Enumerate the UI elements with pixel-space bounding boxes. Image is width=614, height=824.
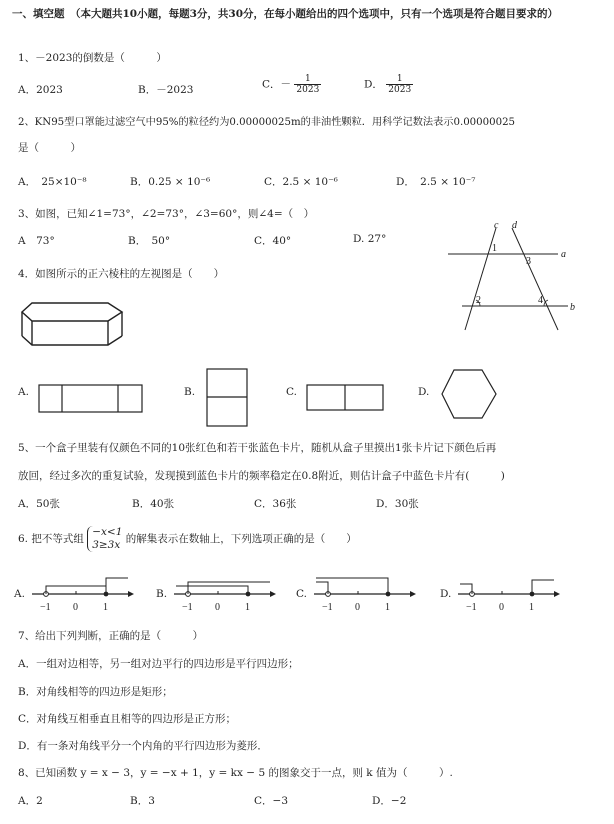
line-d [512,228,558,330]
q5-stem-line1: 5、一个盒子里装有仅颜色不同的10张红色和若干张蓝色卡片，随机从盒子里摸出1张卡片记下颜色后再 [18,442,497,454]
q6-option-c[interactable]: C. [296,588,307,600]
q6b-tick-1: 1 [245,602,250,613]
q3-option-a[interactable]: A 73° [18,235,55,247]
q1-stem: 1、－2023的倒数是（ ） [18,52,167,64]
q6-stem-pre: 6. 把不等式组 [18,533,84,545]
q4-option-c-label: C. [286,386,297,398]
q7-stem: 7、给出下列判断，正确的是（ ） [18,630,204,642]
q1-option-a[interactable]: A．2023 [18,84,63,96]
q3-stem: 3、如图，已知∠1=73°，∠2=73°，∠3=60°，则∠4=（ ） [18,208,315,220]
q7-option-b[interactable]: B．对角线相等的四边形是矩形； [18,686,173,698]
q8-stem: 8、已知函数 y = x − 3，y = −x + 1，y = kx − 5 的图象交于一点，则 k 值为（ ）. [18,767,453,779]
q1-option-c-label: C．－ [262,78,292,91]
q1-option-d-fraction [386,74,413,95]
q4-option-d-figure [440,368,498,420]
q1-c-den: 2023 [296,85,320,95]
q4-option-a[interactable] [18,386,29,398]
q6-option-c-numberline [312,574,416,614]
q3-option-b[interactable]: B． 50° [128,235,171,247]
q1-option-c-fraction [294,74,321,95]
q6-inequality-system [87,526,122,552]
section-title: 一、填空题 [12,8,65,20]
q1-d-den: 2023 [388,85,412,95]
q6-option-d-numberline [456,574,560,614]
q6-option-b[interactable]: B. [156,588,168,600]
q6-ineq-2: 3≥3x [92,539,121,551]
angle-2: 2 [476,295,481,306]
q4-option-b[interactable] [184,386,195,398]
q6-option-a[interactable]: A. [14,588,25,600]
q4-option-a-label: A. [18,386,29,398]
label-b: b [570,302,575,313]
q5-stem-line2: 放回，经过多次的重复试验，发现摸到蓝色卡片的频率稳定在0.8附近，则估计盒子中蓝色卡片有( ) [18,470,505,482]
q3-option-c[interactable]: C．40° [254,235,292,247]
q6b-tick-neg1: −1 [182,602,193,613]
q6-option-d[interactable]: D. [440,588,452,600]
q4-option-d-label: D. [418,386,430,398]
q5-option-b[interactable]: B．40张 [132,498,175,510]
q4-option-d[interactable] [418,386,429,398]
q2-stem-line2: 是（ ） [18,142,81,154]
q2-option-a[interactable]: A． 25×10⁻⁸ [18,176,87,188]
q4-option-b-label: B. [184,386,196,398]
q7-option-c[interactable]: C．对角线互相垂直且相等的四边形是正方形； [18,713,237,725]
q6c-tick-neg1: −1 [322,602,333,613]
angle-4: 4 [538,295,543,306]
q5-option-c[interactable]: C．36张 [254,498,297,510]
q4-option-b-figure [206,368,250,428]
q4-option-c-figure [306,384,386,412]
q6d-tick-neg1: −1 [466,602,477,613]
q1-option-d-label: D． [364,78,383,91]
q8-option-a[interactable]: A．2 [18,795,43,807]
q6-ineq-1: −x<1 [92,526,123,538]
angle-3: 3 [526,256,531,267]
q3-option-d[interactable]: D. 27° [353,233,387,245]
q6c-tick-0: 0 [355,602,360,613]
q4-stem: 4．如图所示的正六棱柱的左视图是（ ） [18,268,225,280]
section-note [70,6,590,23]
q5-option-d[interactable]: D．30张 [376,498,419,510]
q2-option-d[interactable]: D． 2.5 × 10⁻⁷ [396,176,476,188]
q6a-tick-neg1: −1 [40,602,51,613]
q6-option-a-numberline [30,574,134,614]
section-note-text: （本大题共10小题，每题3分，共30分，在每小题给出的四个选项中，只有一个选项是符合题目要求的） [70,8,559,20]
q6-stem-post: 的解集表示在数轴上，下列选项正确的是（ ） [125,533,357,545]
q8-option-b[interactable]: B．3 [130,795,155,807]
q6-stem [18,526,357,552]
q6d-tick-1: 1 [529,602,534,613]
q7-option-a[interactable]: A．一组对边相等，另一组对边平行的四边形是平行四边形； [18,658,299,670]
q6c-tick-1: 1 [385,602,390,613]
q6a-tick-0: 0 [73,602,78,613]
label-c: c [494,220,499,231]
q1-option-c[interactable] [262,74,321,95]
q1-option-b[interactable]: B．－2023 [138,84,194,96]
q4-option-c[interactable] [286,386,297,398]
q1-c-num: 1 [294,74,321,85]
q8-option-d[interactable]: D．−2 [372,795,407,807]
label-d: d [512,220,517,231]
q1-d-num: 1 [386,74,413,85]
hexagonal-prism-figure [20,300,130,355]
angle-1: 1 [492,243,497,254]
q4-option-a-figure [38,384,144,414]
label-a: a [561,249,566,260]
q5-option-a[interactable]: A．50张 [18,498,60,510]
q6d-tick-0: 0 [499,602,504,613]
q6b-tick-0: 0 [215,602,220,613]
q1-option-d[interactable] [364,74,413,95]
q8-option-c[interactable]: C．−3 [254,795,289,807]
q3-figure [440,218,590,333]
q6a-tick-1: 1 [103,602,108,613]
q2-option-c[interactable]: C．2.5 × 10⁻⁶ [264,176,338,188]
q7-option-d[interactable]: D．有一条对角线平分一个内角的平行四边形为菱形． [18,740,268,752]
q2-stem-line1: 2、KN95型口罩能过滤空气中95%的粒径约为0.00000025m的非油性颗粒．用科学记数法表示0.00000025 [18,117,516,128]
q2-option-b[interactable]: B．0.25 × 10⁻⁶ [130,176,211,188]
q6-option-b-numberline [172,574,276,614]
